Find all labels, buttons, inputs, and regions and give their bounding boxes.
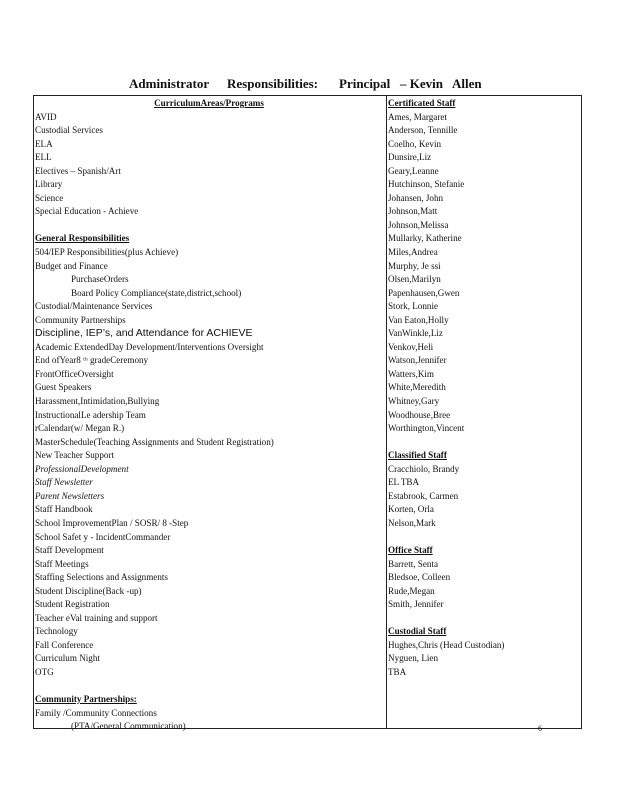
list-item: Electives – Spanish/Art [35, 165, 121, 176]
list-item: Guest Speakers [35, 382, 92, 393]
list-item: Harassment,Intimidation,Bullying [35, 396, 160, 407]
list-item: Staff Meetings [35, 558, 89, 569]
list-item: Student Discipline(Back -up) [35, 585, 142, 596]
staff-name: Venkov,Heli [388, 341, 434, 352]
list-item: PurchaseOrders [71, 274, 129, 285]
list-item: Science [35, 192, 64, 203]
staff-name: Korten, Orla [388, 504, 434, 515]
list-item: OTG [35, 666, 54, 677]
staff-name: Worthington,Vincent [388, 423, 465, 434]
title-name-first: – Kevin [400, 76, 443, 91]
list-item: Library [35, 179, 63, 190]
page-number: 6 [538, 724, 542, 733]
custodial-heading: Custodial Staff [388, 626, 447, 637]
list-item: InstructionalLe adership Team [35, 409, 146, 420]
staff-name: Dunsire,Liz [388, 152, 432, 163]
staff-name: Cracchiolo, Brandy [388, 463, 460, 474]
list-item: ELA [35, 138, 53, 149]
list-item: Parent Newsletters [35, 490, 105, 501]
list-item: Community Partnerships [35, 314, 126, 325]
staff-name: Barrett, Senta [388, 558, 438, 569]
staff-name: Nyguen, Lien [388, 653, 439, 664]
staff-name: Bledsoe, Colleen [388, 572, 451, 583]
list-item: Staff Newsletter [35, 477, 93, 488]
list-item: School ImprovementPlan / SOSR/ 8 -Step [35, 517, 189, 528]
list-item: FrontOfficeOversight [35, 368, 114, 379]
staff-name: Nelson,Mark [388, 517, 436, 528]
staff-name: Estabrook, Carmen [388, 490, 459, 501]
list-item: Custodial Services [35, 125, 103, 136]
staff-name: Murphy, Je ssi [388, 260, 441, 271]
list-item: ELL [35, 152, 52, 163]
list-item: Discipline, IEP’s, and Attendance for ACHIEVE [35, 327, 253, 340]
title-administrator: Administrator [129, 76, 210, 91]
staff-name: EL TBA [388, 477, 420, 488]
list-item: MasterSchedule(Teaching Assignments and Student Registration) [35, 436, 274, 447]
title-responsibilities: Responsibilities: [227, 76, 319, 91]
list-item: Staff Development [35, 545, 104, 556]
staff-name: Anderson, Tennille [388, 125, 458, 136]
staff-name: Watson,Jennifer [388, 355, 447, 366]
community-heading: Community Partnerships: [35, 694, 137, 705]
column-divider [386, 95, 387, 729]
list-item: Technology [35, 626, 78, 637]
title-name-last: Allen [452, 76, 482, 91]
list-item: AVID [35, 111, 57, 122]
list-item: ProfessionalDevelopment [35, 463, 129, 474]
list-item: Staffing Selections and Assignments [35, 572, 168, 583]
list-item: Family /Community Connections [35, 707, 157, 718]
list-item: Academic ExtendedDay Development/Interventions Oversight [35, 341, 264, 352]
list-item: Curriculum Night [35, 653, 100, 664]
staff-name: Johnson,Matt [388, 206, 438, 217]
staff-name: Coelho, Kevin [388, 138, 442, 149]
staff-name: Ames, Margaret [388, 111, 447, 122]
list-item: End ofYear8 ᵗʰ gradeCeremony [35, 355, 149, 366]
certificated-heading: Certificated Staff [388, 98, 456, 108]
classified-heading: Classified Staff [388, 450, 447, 461]
staff-name: Woodhouse,Bree [388, 409, 451, 420]
office-heading: Office Staff [388, 545, 433, 556]
general-heading: General Responsibilities [35, 233, 130, 244]
list-item: Teacher eVal training and support [35, 612, 158, 623]
staff-name: Geary,Leanne [388, 165, 439, 176]
staff-name: Smith, Jennifer [388, 599, 444, 610]
staff-column [388, 97, 580, 680]
list-item: 504/IEP Responsibilities(plus Achieve) [35, 247, 179, 258]
list-item: New Teacher Support [35, 450, 114, 461]
list-item: Board Policy Compliance(state,district,school) [71, 287, 242, 298]
list-item: School Safet y - IncidentCommander [35, 531, 171, 542]
list-item: Staff Handbook [35, 504, 93, 515]
list-item: Fall Conference [35, 639, 94, 650]
list-item: rCalendar(w/ Megan R.) [35, 423, 125, 434]
staff-name: Johnson,Melissa [388, 219, 449, 230]
responsibilities-column [35, 97, 383, 734]
list-item: Special Education - Achieve [35, 206, 139, 217]
staff-name: Whitney,Gary [388, 396, 440, 407]
staff-name: Rude,Megan [388, 585, 435, 596]
list-item: Budget and Finance [35, 260, 108, 271]
staff-name: Stork, Lonnie [388, 301, 439, 312]
staff-name: Van Eaton,Holly [388, 314, 449, 325]
list-item: Student Registration [35, 599, 110, 610]
list-item: (PTA/General Communication) [71, 721, 186, 732]
staff-name: Johansen, John [388, 192, 444, 203]
page-title [0, 76, 618, 92]
staff-name: Miles,Andrea [388, 247, 438, 258]
list-item: Custodial/Maintenance Services [35, 301, 153, 312]
staff-name: Papenhausen,Gwen [388, 287, 460, 298]
curriculum-heading: CurriculumAreas/Programs [154, 98, 264, 108]
staff-name: Mullarky, Katherine [388, 233, 462, 244]
staff-name: White,Meredith [388, 382, 446, 393]
staff-name: TBA [388, 666, 407, 677]
staff-name: Hutchinson, Stefanie [388, 179, 465, 190]
staff-name: Watters,Kim [388, 368, 434, 379]
title-principal: Principal [339, 76, 391, 91]
staff-name: Olsen,Marilyn [388, 274, 441, 285]
staff-name: VanWinkle,Liz [388, 328, 443, 339]
staff-name: Hughes,Chris (Head Custodian) [388, 639, 505, 650]
